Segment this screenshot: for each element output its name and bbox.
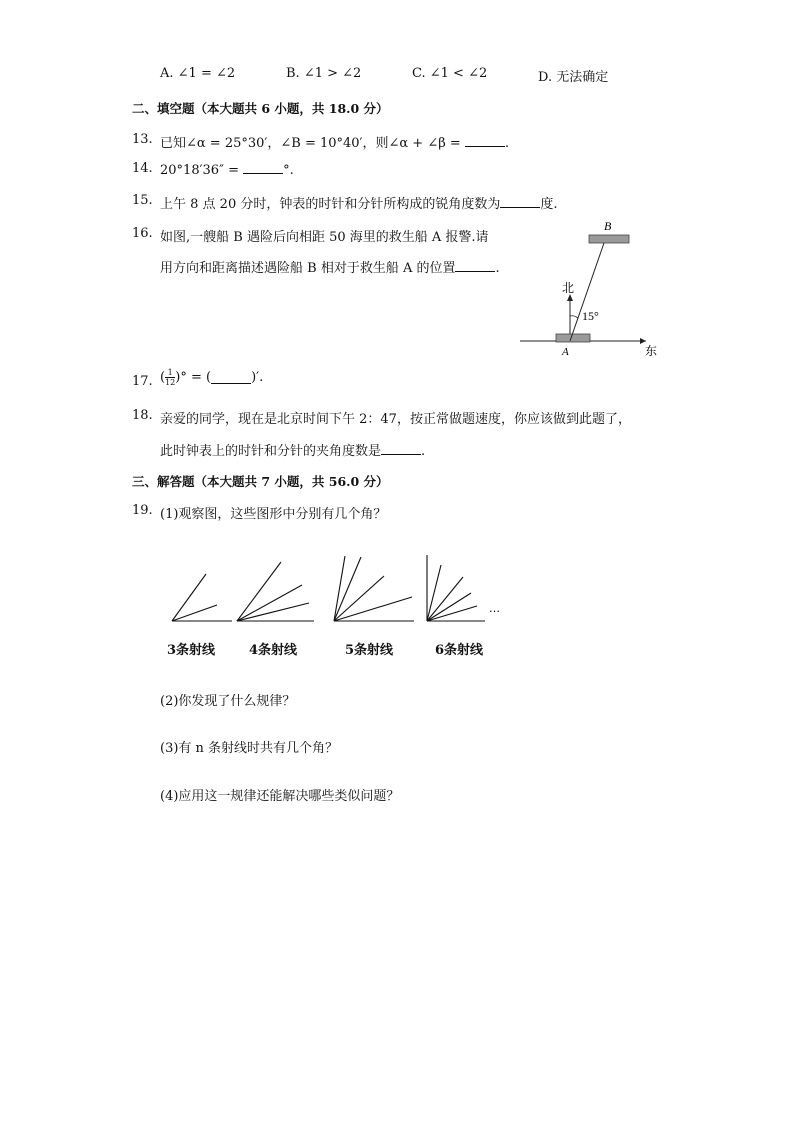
question-19-part4: (4)应用这一规律还能解决哪些类似问题？ bbox=[160, 789, 400, 804]
ellipsis: … bbox=[489, 602, 500, 615]
section-heading-fill-blank: 二、填空题（本大题共 6 小题，共 18.0 分） bbox=[132, 101, 389, 116]
question-number-18: 18. bbox=[132, 408, 153, 423]
question-17-mid: )° = ( bbox=[175, 370, 212, 385]
rays-label-6: 6条射线 bbox=[435, 643, 484, 658]
question-19-part2: (2)你发现了什么规律？ bbox=[160, 694, 296, 709]
question-16-end: . bbox=[495, 261, 500, 276]
question-16-line1: 如图,一艘船 B 遇险后向相距 50 海里的救生船 A 报警.请 bbox=[160, 230, 489, 245]
question-14-end: °. bbox=[283, 163, 294, 178]
section-heading-solutions: 三、解答题（本大题共 7 小题，共 56.0 分） bbox=[132, 474, 389, 489]
label-angle: 15° bbox=[582, 309, 599, 323]
question-18-text: 此时钟表上的时针和分针的夹角度数是 bbox=[160, 444, 382, 459]
fraction-denominator: 12 bbox=[165, 378, 176, 387]
question-19-part3: (3)有 n 条射线时共有几个角？ bbox=[160, 741, 339, 756]
question-number-16: 16. bbox=[132, 226, 153, 241]
question-16-text: 用方向和距离描述遇险船 B 相对于救生船 A 的位置 bbox=[160, 261, 456, 276]
choice-a: A. ∠1 = ∠2 bbox=[160, 66, 236, 81]
rays-label-4: 4条射线 bbox=[249, 643, 298, 658]
question-15-text: 上午 8 点 20 分时，钟表的时针和分针所构成的锐角度数为 bbox=[160, 197, 501, 212]
question-number-17: 17. bbox=[132, 374, 153, 389]
label-north: 北 bbox=[562, 281, 575, 295]
choice-d: D. 无法确定 bbox=[538, 70, 609, 85]
rays-label-5: 5条射线 bbox=[345, 643, 394, 658]
rays-group-4 bbox=[237, 562, 314, 621]
question-15-end: 度. bbox=[540, 197, 558, 212]
question-18-line1: 亲爱的同学，现在是北京时间下午 2：47，按正常做题速度，你应该做到此题了， bbox=[160, 412, 631, 427]
label-east: 东 bbox=[645, 344, 658, 358]
choice-c: C. ∠1 < ∠2 bbox=[412, 66, 488, 81]
question-18-end: . bbox=[421, 444, 426, 459]
label-a: A bbox=[562, 346, 569, 358]
question-number-19: 19. bbox=[132, 503, 153, 518]
question-number-13: 13. bbox=[132, 132, 153, 147]
rays-group-6 bbox=[427, 555, 485, 621]
question-number-15: 15. bbox=[132, 193, 153, 208]
choice-b: B. ∠1 > ∠2 bbox=[286, 66, 362, 81]
question-number-14: 14. bbox=[132, 161, 153, 176]
fraction-numerator: 1 bbox=[165, 368, 175, 378]
label-b: B bbox=[604, 219, 612, 233]
question-17: ( $\frac{1}{12}$ )° = ( )′. bbox=[160, 368, 264, 387]
question-13-text: 已知∠α = 25°30′，∠B = 10°40′，则∠α + ∠β = bbox=[160, 136, 461, 151]
question-17-end: )′. bbox=[251, 370, 264, 385]
rays-group-5 bbox=[334, 556, 414, 621]
question-13-end: . bbox=[504, 136, 510, 151]
rays-group-3 bbox=[172, 574, 232, 621]
question-14-text: 20°18′36″ = bbox=[160, 163, 239, 178]
rays-label-3: 3条射线 bbox=[167, 643, 216, 658]
question-19-part1: (1)观察图，这些图形中分别有几个角？ bbox=[160, 507, 387, 522]
